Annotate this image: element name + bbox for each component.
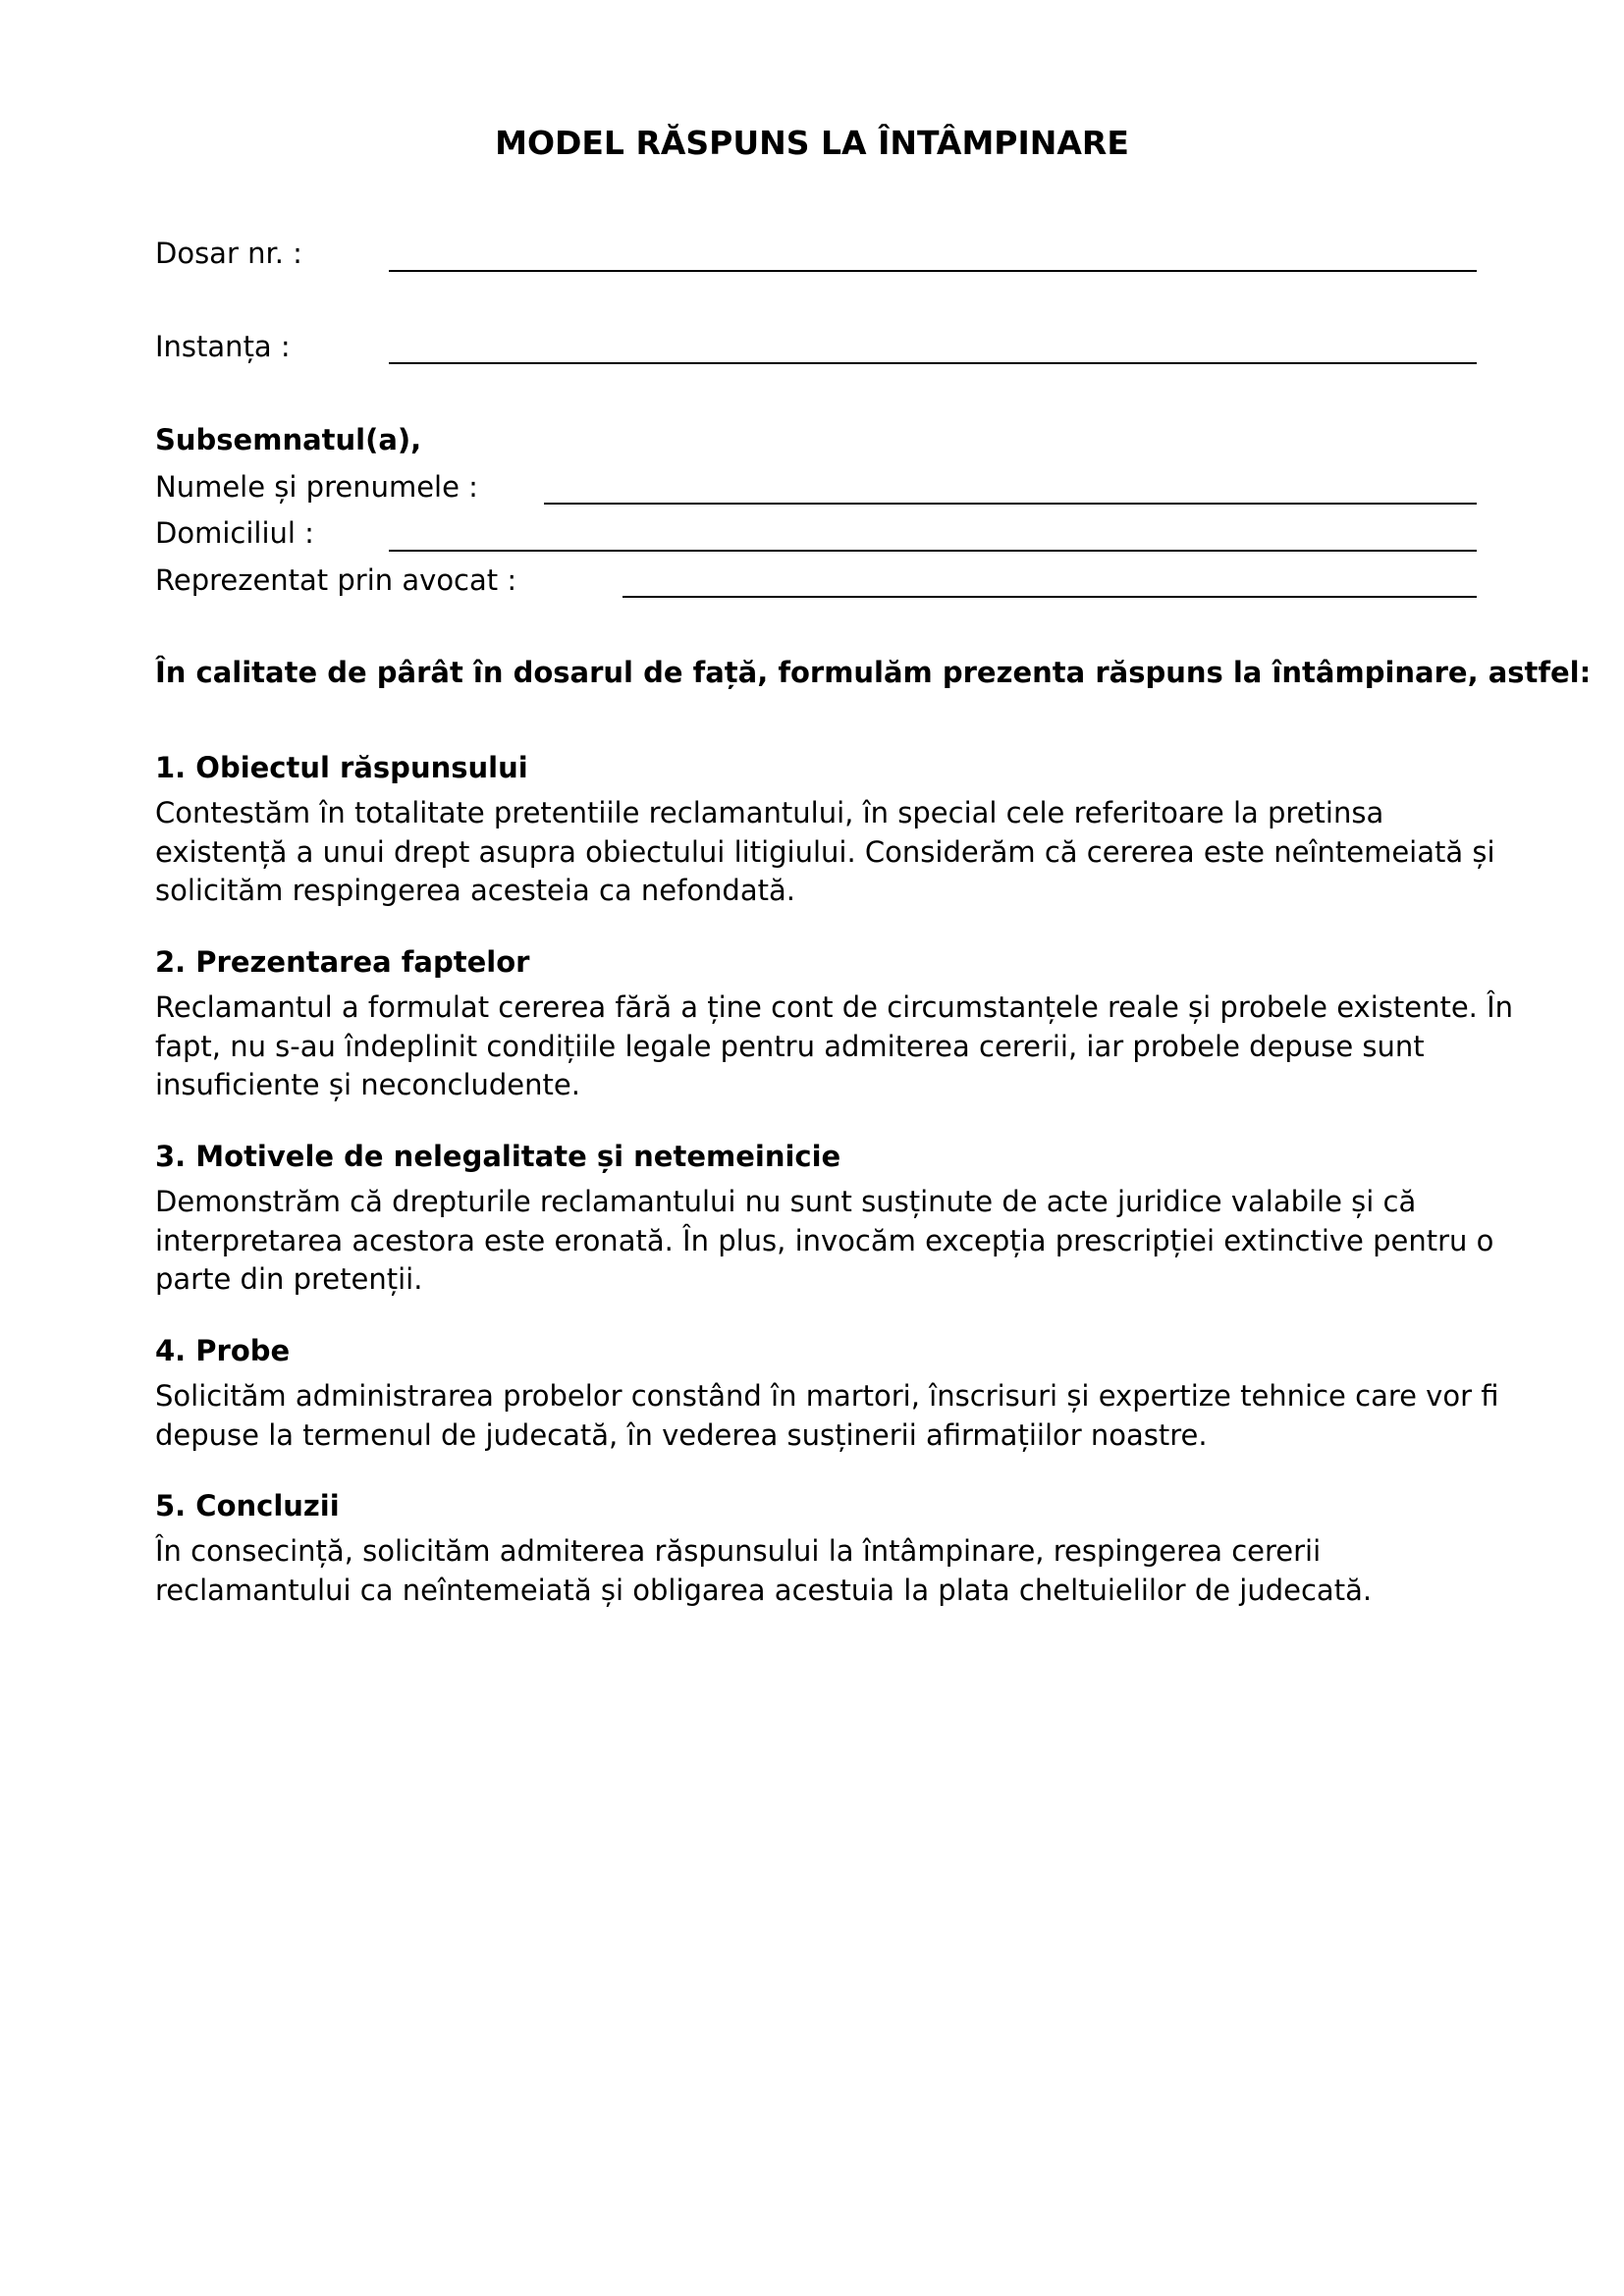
section-concluzii: [155, 1487, 1481, 1610]
paragraph-line: existență a unui drept asupra obiectului litigiului. Considerăm că cererea este neîntemeiată și: [155, 834, 1495, 869]
paragraph-line: reclamantului ca neîntemeiată și obligarea acestuia la plata cheltuielilor de judecată.: [155, 1573, 1373, 1607]
paragraph-line: depuse la termenul de judecată, în vederea susținerii afirmațiilor noastre.: [155, 1417, 1208, 1452]
section-prezentarea-faptelor: [155, 943, 1514, 1105]
paragraph-line: Reclamantul a formulat cererea fără a ține cont de circumstanțele reale și probele existente. În: [155, 990, 1514, 1024]
avocat-label: Reprezentat prin avocat :: [155, 563, 517, 597]
dosar-label: Dosar nr. :: [155, 237, 302, 270]
document-title: MODEL RĂSPUNS LA ÎNTÂMPINARE: [495, 124, 1129, 162]
paragraph-line: interpretarea acestora este eronată. În plus, invocăm excepția prescripției extinctive pentru o: [155, 1223, 1494, 1257]
section-heading: 5. Concluzii: [155, 1489, 340, 1522]
subsemnatul-label: Subsemnatul(a),: [155, 423, 422, 456]
section-body: [155, 1532, 1481, 1610]
section-motivele-nelegalitate: [155, 1138, 1494, 1300]
section-heading: 1. Obiectul răspunsului: [155, 751, 528, 784]
intro-statement: În calitate de pârât în dosarul de față, formulăm prezenta răspuns la întâmpinare, astfel:: [155, 656, 1592, 689]
domiciliu-input-line[interactable]: [389, 550, 1477, 552]
paragraph-line: insuficiente și neconcludente.: [155, 1068, 580, 1101]
paragraph-line: Contestăm în totalitate pretentiile reclamantului, în special cele referitoare la pretinsa: [155, 796, 1384, 829]
paragraph-line: parte din pretenții.: [155, 1262, 423, 1296]
section-body: [155, 1183, 1494, 1300]
nume-prenume-input-line[interactable]: [544, 503, 1477, 505]
instanta-label: Instanța :: [155, 330, 291, 363]
paragraph-line: Solicităm administrarea probelor constând în martori, înscrisuri și expertize tehnice care vor fi: [155, 1379, 1499, 1413]
section-probe: [155, 1332, 1499, 1455]
section-body: [155, 794, 1495, 911]
paragraph-line: fapt, nu s-au îndeplinit condițiile legale pentru admiterea cererii, iar probele depuse sunt: [155, 1029, 1425, 1063]
avocat-input-line[interactable]: [623, 596, 1477, 598]
section-heading: 4. Probe: [155, 1334, 291, 1367]
paragraph-line: Demonstrăm că drepturile reclamantului nu sunt susținute de acte juridice valabile și că: [155, 1185, 1417, 1218]
paragraph-line: solicităm respingerea acesteia ca nefondată.: [155, 874, 795, 907]
section-heading: 2. Prezentarea faptelor: [155, 945, 530, 979]
nume-prenume-label: Numele și prenumele :: [155, 470, 478, 504]
domiciliu-label: Domiciliul :: [155, 516, 314, 550]
dosar-input-line[interactable]: [389, 270, 1477, 272]
section-obiectul-raspunsului: [155, 749, 1495, 911]
section-body: [155, 988, 1514, 1105]
instanta-input-line[interactable]: [389, 362, 1477, 364]
section-body: [155, 1377, 1499, 1455]
section-heading: 3. Motivele de nelegalitate și netemeinicie: [155, 1140, 841, 1173]
paragraph-line: În consecință, solicităm admiterea răspunsului la întâmpinare, respingerea cererii: [155, 1534, 1322, 1568]
